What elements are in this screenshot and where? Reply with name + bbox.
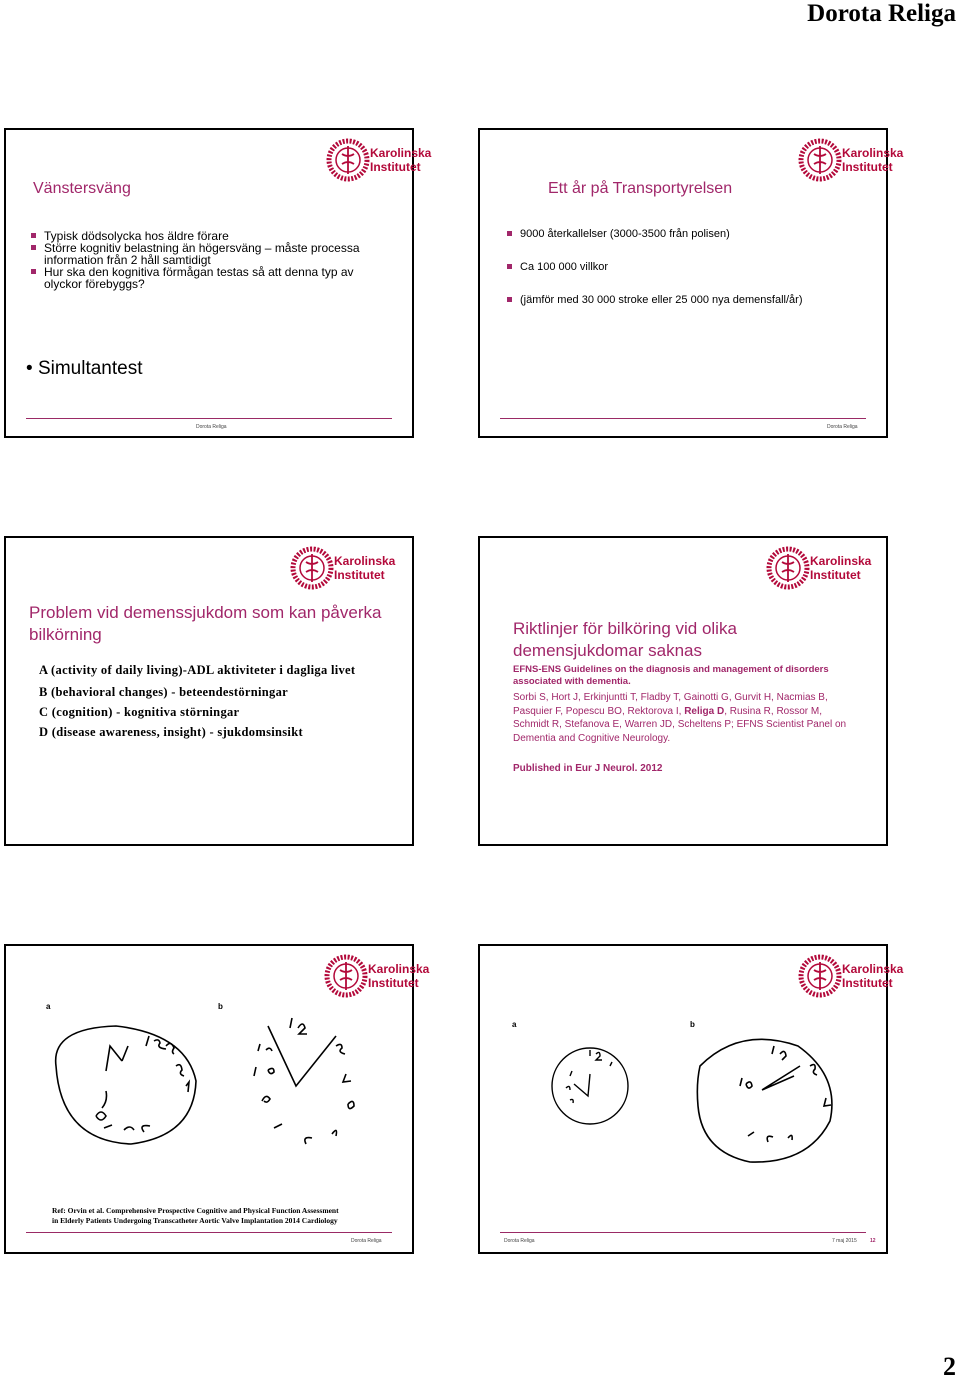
published-line: Published in Eur J Neurol. 2012 [513,763,663,774]
abcd-list [39,662,399,742]
list-item: A (activity of daily living)-ADL aktiviteter i dagliga livet [39,663,356,677]
list-item: B (behavioral changes) - beteendestörningar [39,685,288,699]
bullet-item: Typisk dödsolycka hos äldre förare [30,230,390,242]
slide-clock-drawings-ref [4,944,430,1254]
footer-divider [26,418,392,419]
logo-line1: Karolinska [368,962,430,976]
reference-line2: in Elderly Patients Undergoing Transcatheter Aortic Valve Implantation 2014 Cardiology [52,1216,338,1225]
bullet-dot-icon: • [26,358,38,379]
logo-line2: Institutet [368,976,419,990]
page-number: 2 [943,1352,956,1381]
slide-vanstersvang [4,128,432,438]
karolinska-logo [326,134,446,200]
simultantest-label: Simultantest [37,358,143,379]
karolinska-logo [290,542,410,608]
logo-line2: Institutet [842,160,893,174]
clock-drawing-b [254,1018,354,1144]
authors-highlight: Religa D [684,705,725,717]
slide-title: Ett år på Transportyrelsen [548,180,733,197]
bullet-item: 9000 återkallelser (3000-3500 från polisen) [506,228,876,240]
authors-part2: , Rusina R, Rossor M, Schmidt R, Stefanova E, Warren JD, Scheltens P; EFNS Scientist Panel on Dementia and Cognitive Neurology. [513,705,847,744]
slide-number: 12 [870,1238,876,1244]
karolinska-logo [798,950,918,1016]
footer-divider [500,1232,866,1233]
footer-name: Dorota Religa [504,1238,535,1244]
slide-transportstyrelsen [478,128,904,438]
bullet-item: (jämför med 30 000 stroke eller 25 000 nya demensfall/år) [506,294,876,306]
clock-drawing-small [552,1048,628,1124]
bullet-item: Hur ska den kognitiva förmågan testas så att denna typ av olyckor förebyggs? [30,266,390,290]
page-header-name: Dorota Religa [807,0,956,27]
slide-clock-drawings [478,944,904,1254]
clock-drawings [36,1006,396,1156]
slide-problem-demenssjukdom [4,536,414,846]
logo-line2: Institutet [810,568,861,582]
logo-line1: Karolinska [842,146,904,160]
logo-line1: Karolinska [334,554,396,568]
panel-label-a: a [512,1020,517,1029]
footer-name: Dorota Religa [351,1238,382,1244]
slide-title: Riktlinjer för bilköring vid olika demensjukdomar saknas [513,619,737,660]
logo-line1: Karolinska [810,554,872,568]
karolinska-logo [798,134,918,200]
footer-divider [500,418,866,419]
panel-label-b: b [218,1002,223,1011]
authors-part1: Sorbi S, Hort J, Erkinjuntti T, Fladby T, Gainotti G, Gurvit H, Nacmias B, Pasquier F, Popescu BO, Rektorova I, [513,692,828,717]
clock-drawing-large [697,1039,832,1162]
author-list [513,691,853,745]
guideline-subtitle: EFNS-ENS Guidelines on the diagnosis and management of disorders associated with dementia. [513,664,829,687]
footer-name: Dorota Religa [196,424,227,430]
clock-drawings [540,1026,840,1166]
slide-title: Problem vid demenssjukdom som kan påverka bilkörning [29,603,382,644]
slide-riktlinjer [478,536,888,846]
slide-title: Vänstersväng [33,180,131,197]
guideline-reference [513,664,853,776]
clock-drawing-a [56,1026,196,1144]
bullet-item: Större kognitiv belastning än högersväng – måste processa information från 2 håll samtidigt [30,242,390,266]
reference-line1: Ref: Orvin et al. Comprehensive Prospective Cognitive and Physical Function Assessment [52,1206,339,1215]
bullet-item: Ca 100 000 villkor [506,261,876,273]
list-item: D (disease awareness, insight) - sjukdomsinsikt [39,725,303,739]
karolinska-logo [766,542,886,608]
footer-date: 7 maj 2015 [832,1238,857,1244]
logo-line1: Karolinska [842,962,904,976]
footer-divider [26,1232,392,1233]
figure-reference [52,1206,412,1226]
logo-line2: Institutet [370,160,421,174]
logo-line2: Institutet [842,976,893,990]
simultantest-item [26,358,142,380]
list-item: C (cognition) - kognitiva störningar [39,705,240,719]
logo-line2: Institutet [334,568,385,582]
panel-label-b: b [690,1020,695,1029]
bullet-list [30,230,390,290]
panel-label-a: a [46,1002,51,1011]
logo-line1: Karolinska [370,146,432,160]
bullet-list [506,228,876,306]
footer-name: Dorota Religa [827,424,858,430]
